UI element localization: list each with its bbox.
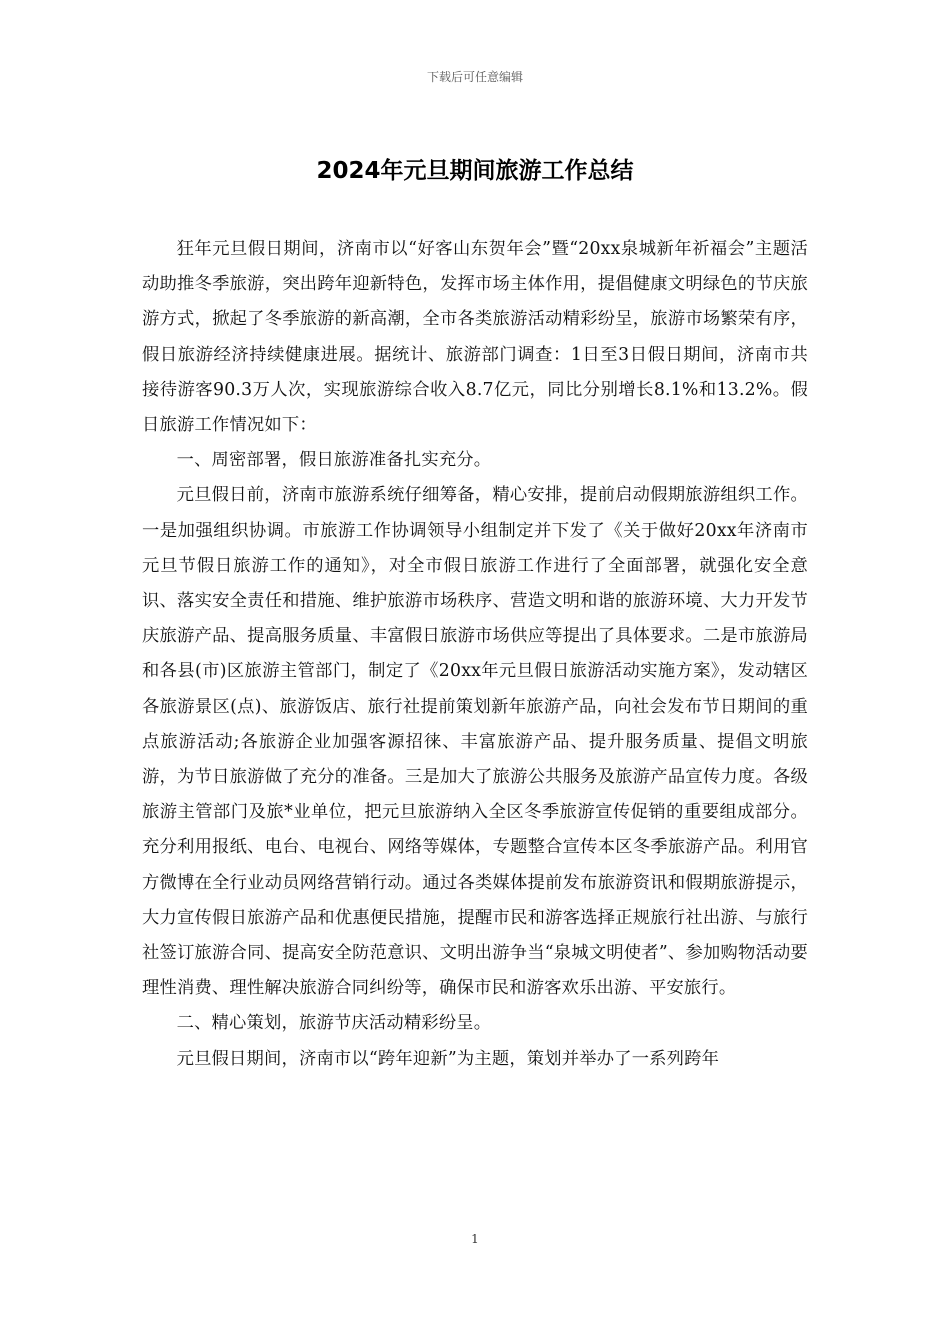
section-heading-1: 一、周密部署，假日旅游准备扎实充分。 [176, 450, 492, 471]
paragraph-section-1: 元旦假日前，济南市旅游系统仔细筹备，精心安排，提前启动假期旅游组织工作。一是加强组织协调。市旅游工作协调领导小组制定并下发了《关于做好20xx年济南市元旦节假日旅游工作的通知》，对全市假日旅游工作进行了全面部署，就强化安全意识、落实安全责任和措施、维护旅游市场秩序、营造文明和谐的旅游环境、大力开发节庆旅游产品、提高服务质量、丰富假日旅游市场供应等提出了具体要求。二是市旅游局和各县(市)区旅游主管部门，制定了《20xx年元旦假日旅游活动实施方案》，发动辖区各旅游景区(点)、旅游饭店、旅行社提前策划新年旅游产品，向社会发布节日期间的重点旅游活动;各旅游企业加强客源招徕、丰富旅游产品、提升服务质量、提倡文明旅游，为节日旅游做了充分的准备。三是加大了旅游公共服务及旅游产品宣传力度。各级旅游主管部门及旅*业单位，把元旦旅游纳入全区冬季旅游宣传促销的重要组成部分。充分利用报纸、电台、电视台、网络等媒体，专题整合宣传本区冬季旅游产品。利用官方微博在全行业动员网络营销行动。通过各类媒体提前发布旅游资讯和假期旅游提示，大力宣传假日旅游产品和优惠便民措施，提醒市民和游客选择正规旅行社出游、与旅行社签订旅游合同、提高安全防范意识、文明出游争当“泉城文明使者”、参加购物活动要理性消费、理性解决旅游合同纠纷等，确保市民和游客欢乐出游、平安旅行。 [142, 485, 808, 999]
paragraph-section-2: 元旦假日期间，济南市以“跨年迎新”为主题，策划并举办了一系列跨年 [176, 1048, 720, 1069]
page-number: 1 [471, 1232, 479, 1246]
header-note: 下载后可任意编辑 [426, 70, 523, 84]
section-heading-2: 二、精心策划，旅游节庆活动精彩纷呈。 [176, 1013, 492, 1034]
document-body [142, 232, 808, 1077]
document-title: 2024年元旦期间旅游工作总结 [316, 158, 634, 184]
paragraph-intro: 狂年元旦假日期间，济南市以“好客山东贺年会”暨“20xx泉城新年祈福会”主题活动助推冬季旅游，突出跨年迎新特色，发挥市场主体作用，提倡健康文明绿色的节庆旅游方式，掀起了冬季旅游的新高潮，全市各类旅游活动精彩纷呈，旅游市场繁荣有序，假日旅游经济持续健康进展。据统计、旅游部门调查：1日至3日假日期间，济南市共接待游客90.3万人次，实现旅游综合收入8.7亿元，同比分别增长8.1%和13.2%。假日旅游工作情况如下： [142, 239, 808, 436]
